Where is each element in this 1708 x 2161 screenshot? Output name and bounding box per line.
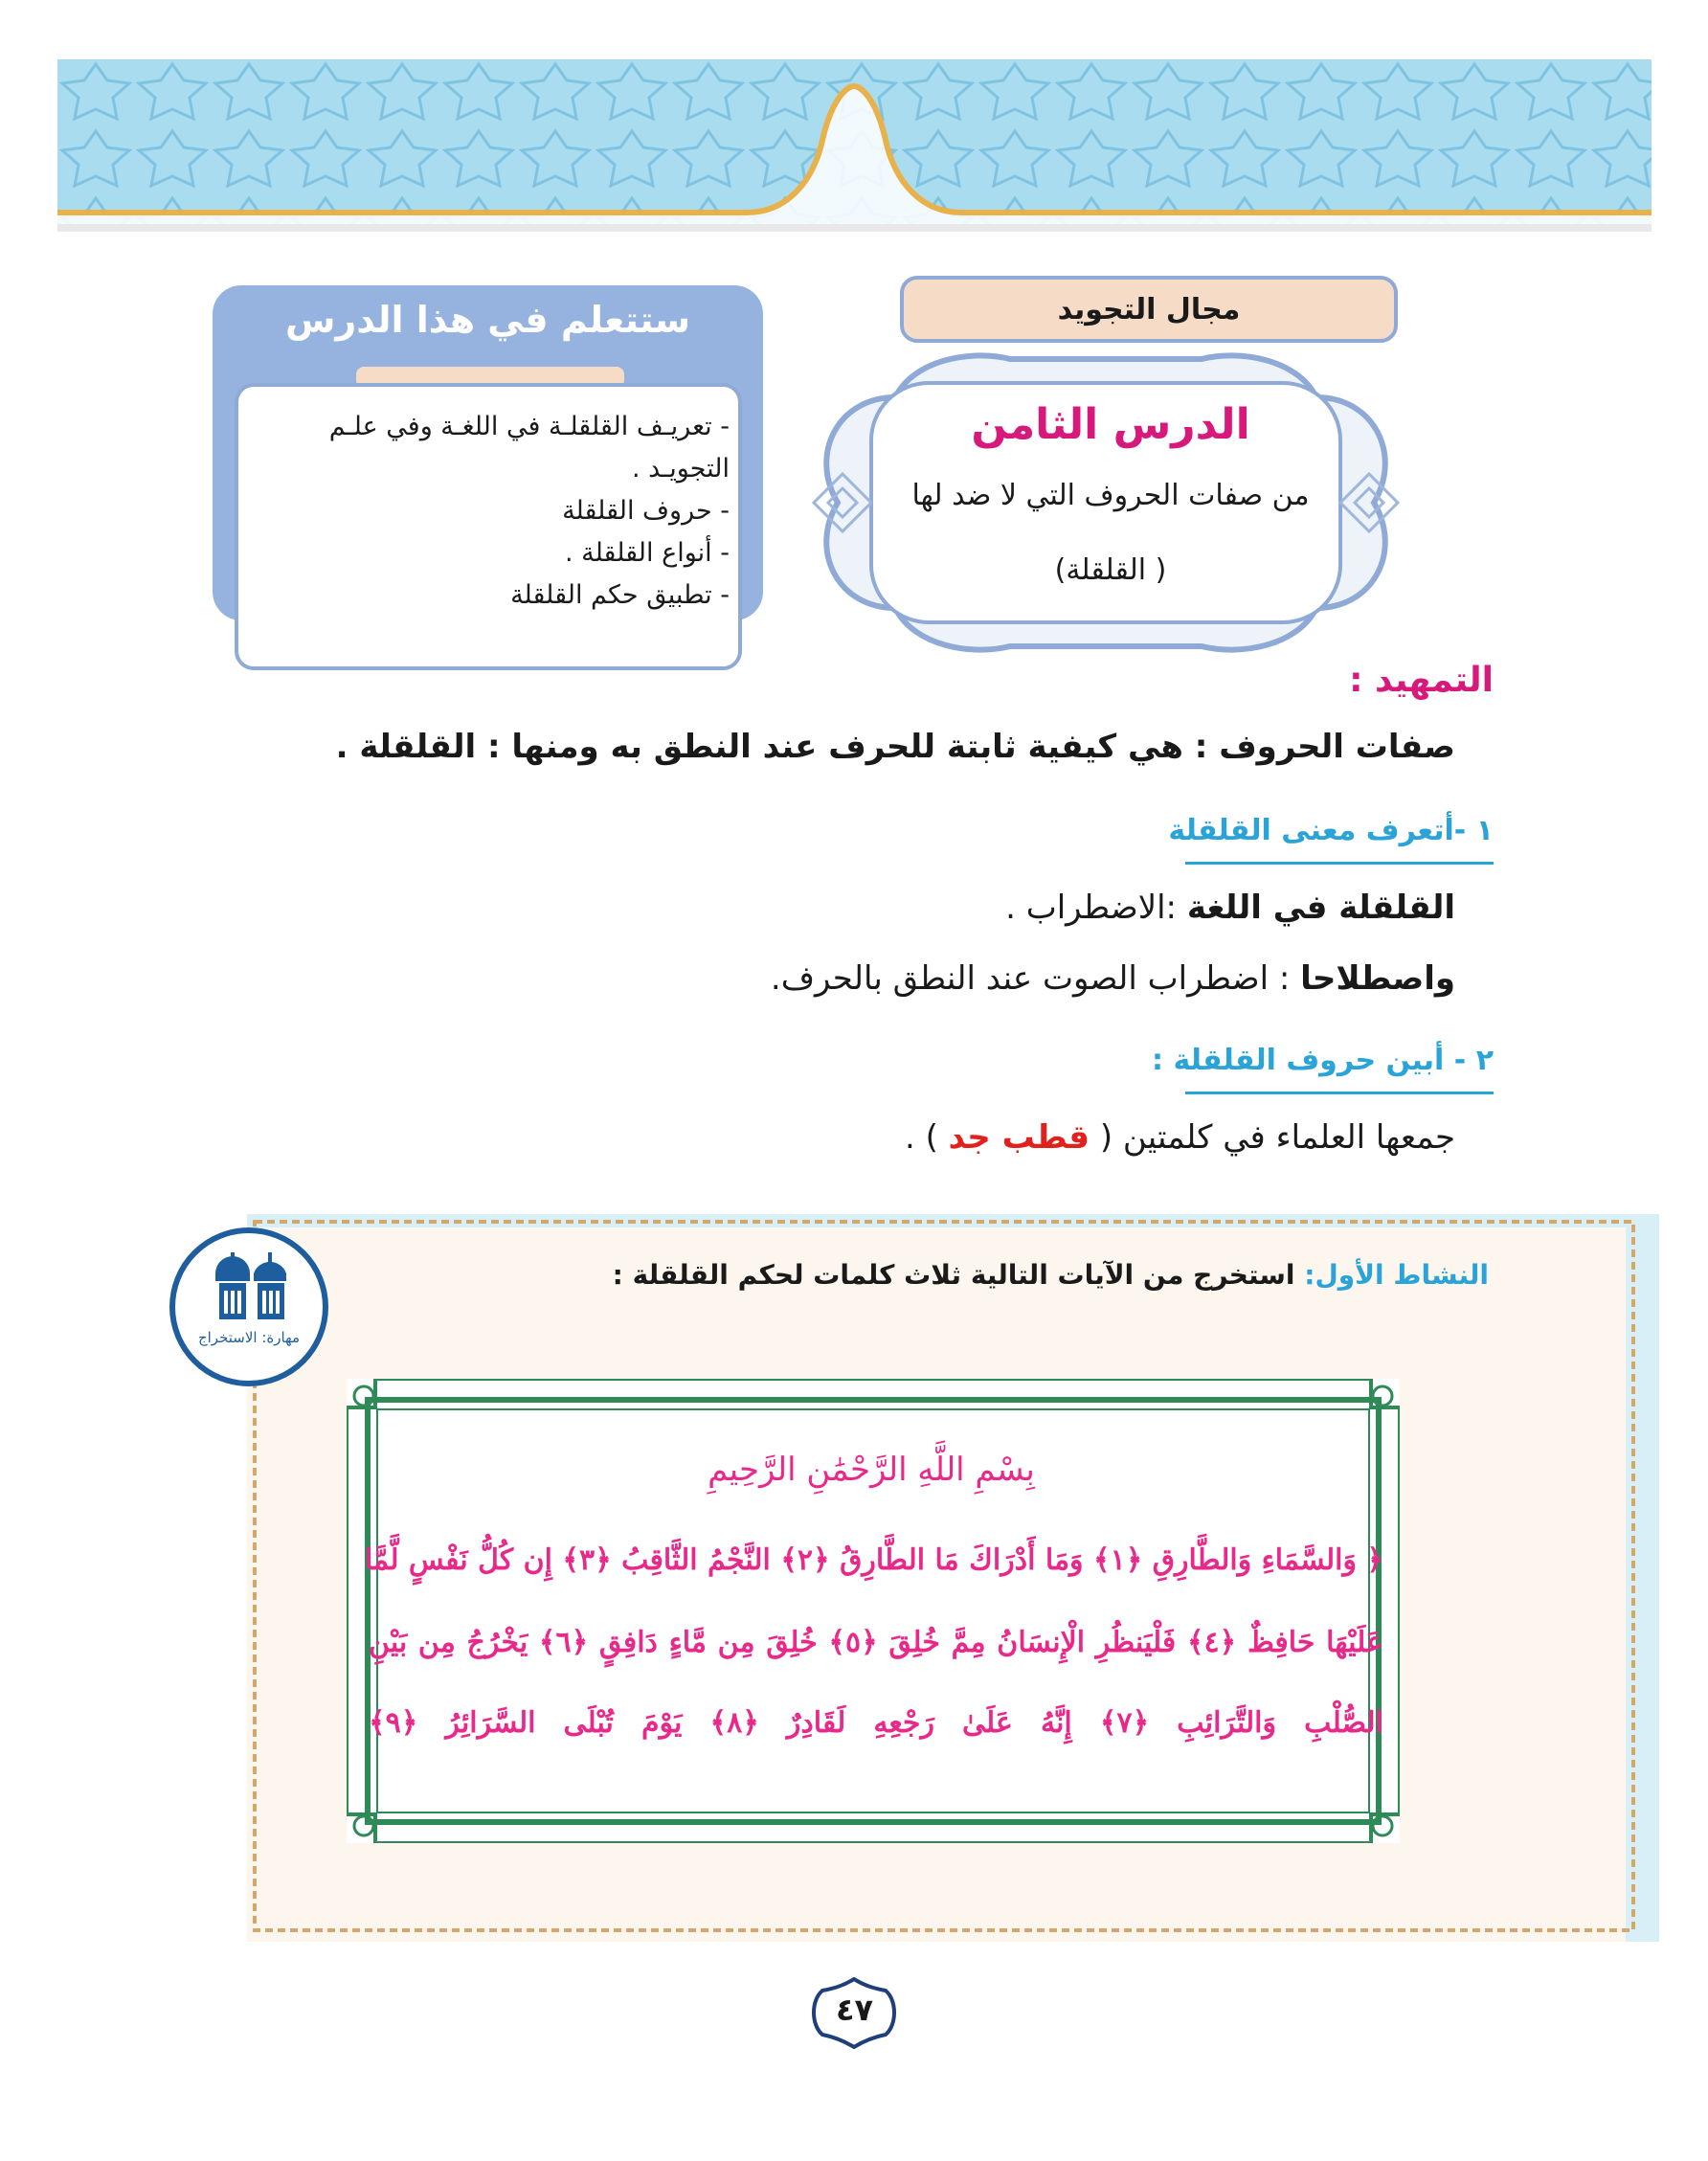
- activity-instruction: استخرج من الآيات التالية ثلاث كلمات لحكم القلقلة :: [612, 1259, 1295, 1291]
- section1-line1: [670, 889, 1455, 927]
- section2-line: [670, 1118, 1455, 1157]
- mosque-icon: [168, 1226, 330, 1388]
- basmala: بِسْمِ اللَّهِ الرَّحْمَٰنِ الرَّحِيمِ: [708, 1451, 1035, 1489]
- section1-line2-text: : اضطراب الصوت عند النطق بالحرف.: [770, 959, 1291, 998]
- learn-item: التجويـد .: [631, 454, 730, 484]
- learn-item: - أنواع القلقلة .: [564, 538, 730, 568]
- learn-item: - تطبيق حكم القلقلة: [510, 580, 730, 610]
- section2-highlight: قطب جد: [948, 1118, 1090, 1157]
- section1-line2-label: واصطلاحا: [1300, 959, 1455, 998]
- section2-heading: ٢ - أبين حروف القلقلة :: [1152, 1044, 1494, 1077]
- section1-line2: [574, 959, 1455, 998]
- section1-underline: [1185, 862, 1494, 865]
- section2-line-prefix: جمعها العلماء في كلمتين (: [1099, 1118, 1455, 1157]
- field-label: [900, 276, 1398, 343]
- learn-box-title: ستتعلم في هذا الدرس: [284, 299, 691, 341]
- field-label-text: مجال التجويد: [1057, 292, 1241, 326]
- verse-line: الصُّلْبِ وَالتَّرَائِبِ ﴿٧﴾ إِنَّهُ عَلَىٰ رَجْعِهِ لَقَادِرٌ ﴿٨﴾ يَوْمَ تُبْلَى السَّرَائِرُ ﴿٩﴾: [369, 1706, 1383, 1740]
- page-number: ٤٧: [835, 1992, 874, 2028]
- intro-definition: صفات الحروف : هي كيفية ثابتة للحرف عند النطق به ومنها : القلقلة .: [335, 728, 1455, 766]
- learn-item: - حروف القلقلة: [562, 496, 730, 526]
- verse-frame: [347, 1379, 1400, 1843]
- section1-heading: ١ -أتعرف معنى القلقلة: [1168, 814, 1494, 847]
- section1-line1-label: القلقلة في اللغة: [1186, 889, 1455, 927]
- verse-line: ﴿ وَالسَّمَاءِ وَالطَّارِقِ ﴿١﴾ وَمَا أَدْرَاكَ مَا الطَّارِقُ ﴿٢﴾ النَّجْمُ الثَّاقِبُ ﴿٣﴾ إِن كُلُّ نَفْسٍ لَّمَّا: [364, 1543, 1383, 1577]
- section1-line1-text: :الاضطراب .: [1005, 889, 1177, 927]
- learn-list: [251, 406, 730, 617]
- activity-title: [316, 1259, 1489, 1291]
- section2-underline: [1185, 1092, 1494, 1094]
- intro-heading: التمهيد :: [1349, 661, 1494, 700]
- verse-line: عَلَيْهَا حَافِظٌ ﴿٤﴾ فَلْيَنظُرِ الْإِنسَانُ مِمَّ خُلِقَ ﴿٥﴾ خُلِقَ مِن مَّاءٍ دَافِقٍ ﴿٦﴾ يَخْرُجُ مِن بَيْنِ: [369, 1626, 1383, 1659]
- skill-badge-text: مهارة: الاستخراج: [197, 1329, 301, 1346]
- header-pattern-band: [57, 59, 1652, 232]
- lesson-topic: ( القلقلة): [1054, 553, 1167, 587]
- section2-line-suffix: ) .: [904, 1118, 938, 1157]
- activity-label: النشاط الأول:: [1304, 1259, 1489, 1291]
- lesson-subtitle: من صفات الحروف التي لا ضد لها: [911, 479, 1310, 512]
- learn-item: - تعريـف القلقلـة في اللغـة وفي علـم: [328, 412, 730, 441]
- lesson-title: الدرس الثامن: [971, 400, 1250, 449]
